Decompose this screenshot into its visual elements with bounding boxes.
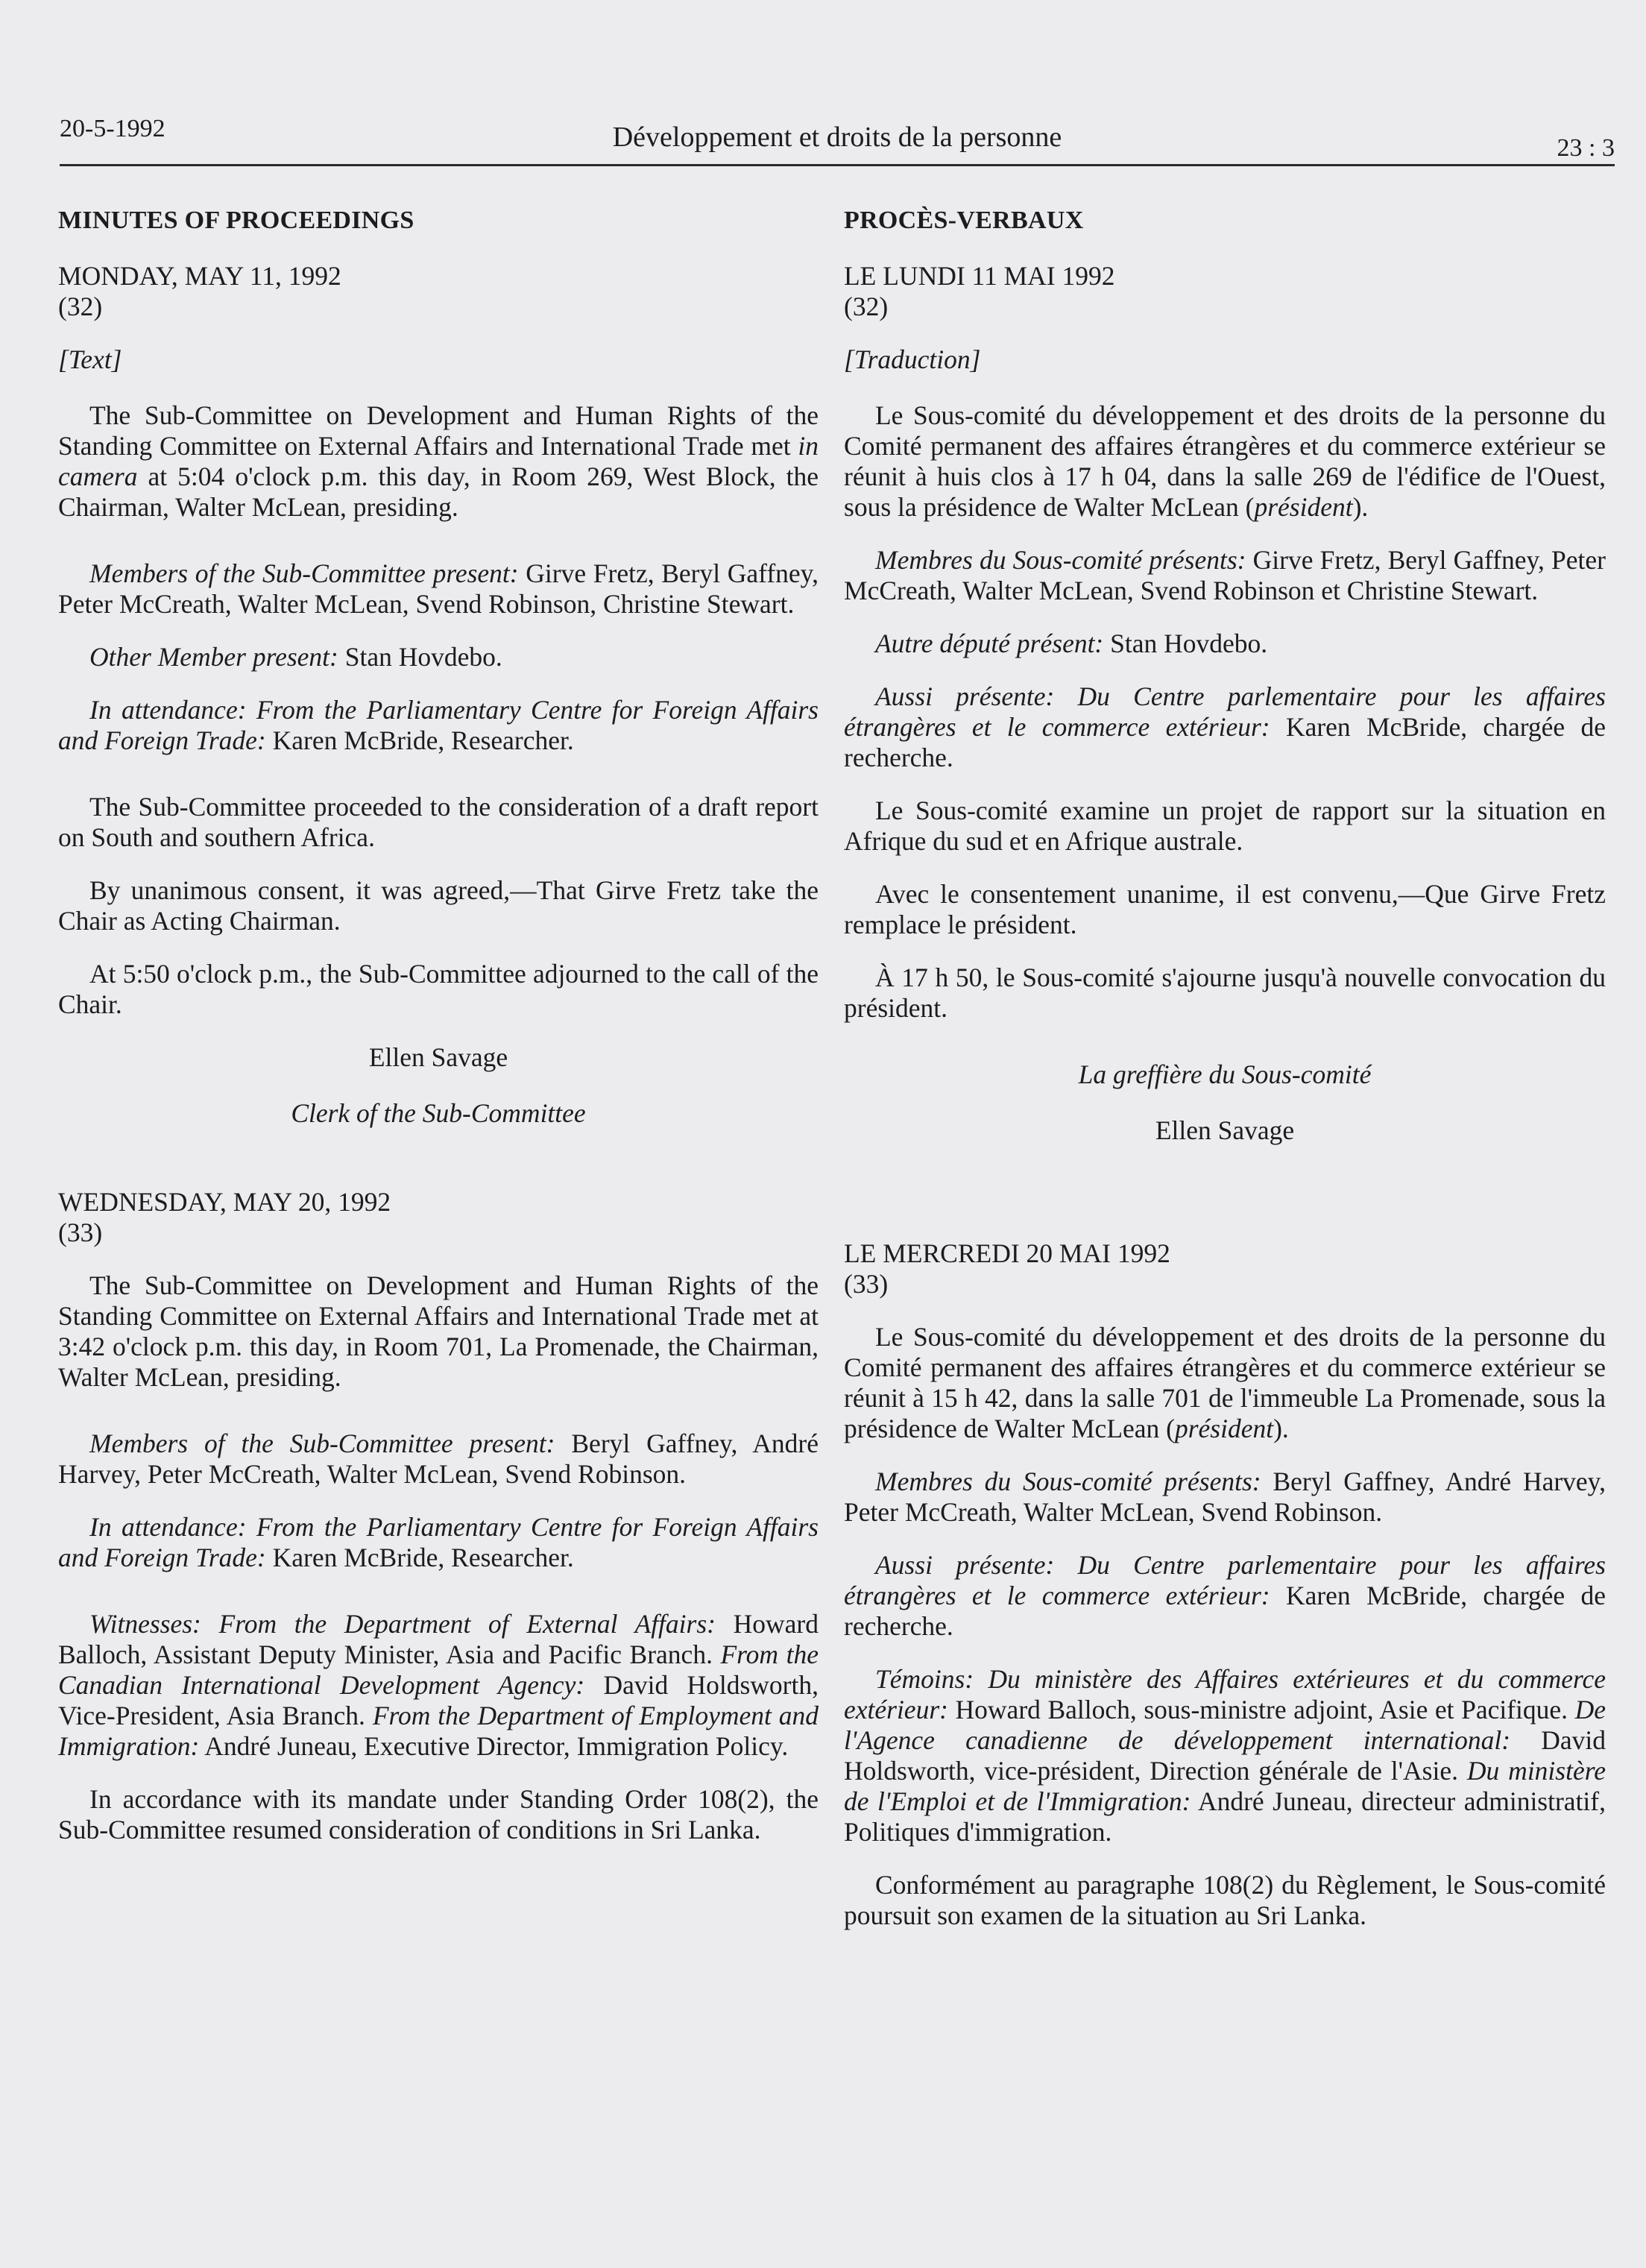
in-attendance: In attendance: From the Parliamentary Centre for Foreign Affairs and Foreign Trade: Karen McBride, Researcher. [58, 1512, 819, 1572]
in-attendance: Aussi présente: Du Centre parlementaire pour les affaires étrangères et le commerce extérieur: Karen McBride, chargée de recherche. [844, 1550, 1606, 1641]
meeting-date: LE LUNDI 11 MAI 1992 [844, 261, 1115, 291]
header-date: 20-5-1992 [60, 115, 165, 142]
opening-paragraph: Le Sous-comité du développement et des droits de la personne du Comité permanent des affaires étrangères et du commerce extérieur se réunit à 15 h 42, dans la salle 701 de l'immeuble La Promenade, sous la présidence de Walter McLean (président). [844, 1322, 1606, 1443]
meeting-number: (33) [844, 1269, 889, 1299]
clerk-signature: Ellen Savage [1155, 1115, 1295, 1145]
in-attendance: Aussi présente: Du Centre parlementaire pour les affaires étrangères et le commerce extérieur: Karen McBride, chargée de recherche. [844, 681, 1606, 772]
running-header [60, 110, 1615, 166]
running-title: Développement et droits de la personne [612, 122, 1062, 153]
mandate-paragraph: Conformément au paragraphe 108(2) du Règlement, le Sous-comité poursuit son examen de la situation au Sri Lanka. [844, 1870, 1606, 1930]
witnesses: Témoins: Du ministère des Affaires extérieures et du commerce extérieur: Howard Balloch, sous-ministre adjoint, Asie et Pacifique. De l'Agence canadienne de développement international: David Holdsworth, vice-président, Direction générale de l'Asie. Du ministère de l'Emploi et de l'Immigration: André Juneau, directeur administratif, Politiques d'immigration. [844, 1664, 1606, 1847]
proceedings-paragraph: Avec le consentement unanime, il est convenu,—Que Girve Fretz remplace le président. [844, 879, 1606, 939]
french-column [844, 205, 1606, 1953]
clerk-title: Clerk of the Sub-Committee [291, 1098, 586, 1128]
text-label: [Text] [58, 344, 122, 374]
opening-paragraph: The Sub-Committee on Development and Human Rights of the Standing Committee on External Affairs and International Trade met at 3:42 o'clock p.m. this day, in Room 701, La Promenade, the Chairman, Walter McLean, presiding. [58, 1270, 819, 1392]
other-member-present: Other Member present: Stan Hovdebo. [89, 642, 502, 672]
section-heading: MINUTES OF PROCEEDINGS [58, 207, 414, 234]
opening-paragraph: The Sub-Committee on Development and Human Rights of the Standing Committee on External Affairs and International Trade met in camera at 5:04 o'clock p.m. this day, in Room 269, West Block, the Chairman, Walter McLean, presiding. [58, 400, 819, 522]
adjournment-paragraph: À 17 h 50, le Sous-comité s'ajourne jusqu'à nouvelle convocation du président. [844, 963, 1606, 1023]
clerk-signature: Ellen Savage [368, 1042, 508, 1072]
opening-paragraph: Le Sous-comité du développement et des droits de la personne du Comité permanent des affaires étrangères et du commerce extérieur se réunit à huis clos à 17 h 04, dans la salle 269 de l'édifice de l'Ouest, sous la présidence de Walter McLean (président). [844, 400, 1606, 522]
meeting-number: (32) [844, 292, 889, 321]
clerk-title: La greffière du Sous-comité [1078, 1059, 1372, 1089]
meeting-number: (33) [58, 1218, 103, 1247]
members-present: Members of the Sub-Committee present: Beryl Gaffney, André Harvey, Peter McCreath, Walter McLean, Svend Robinson. [58, 1428, 819, 1489]
meeting-date: WEDNESDAY, MAY 20, 1992 [58, 1187, 391, 1217]
section-heading: PROCÈS-VERBAUX [844, 207, 1084, 234]
meeting-date: MONDAY, MAY 11, 1992 [58, 261, 341, 291]
proceedings-paragraph: By unanimous consent, it was agreed,—That Girve Fretz take the Chair as Acting Chairman. [58, 875, 819, 936]
page-number: 23 : 3 [1557, 134, 1615, 162]
proceedings-paragraph: The Sub-Committee proceeded to the consideration of a draft report on South and southern Africa. [58, 792, 819, 852]
other-member-present: Autre député présent: Stan Hovdebo. [875, 629, 1268, 658]
members-present: Membres du Sous-comité présents: Beryl Gaffney, André Harvey, Peter McCreath, Walter McLean, Svend Robinson. [844, 1467, 1606, 1527]
translation-label: [Traduction] [844, 344, 981, 374]
in-attendance: In attendance: From the Parliamentary Centre for Foreign Affairs and Foreign Trade: Karen McBride, Researcher. [58, 695, 819, 755]
meeting-number: (32) [58, 292, 103, 321]
english-column [58, 205, 819, 1868]
meeting-date: LE MERCREDI 20 MAI 1992 [844, 1238, 1170, 1268]
mandate-paragraph: In accordance with its mandate under Standing Order 108(2), the Sub-Committee resumed consideration of conditions in Sri Lanka. [58, 1784, 819, 1845]
members-present: Membres du Sous-comité présents: Girve Fretz, Beryl Gaffney, Peter McCreath, Walter McLean, Svend Robinson et Christine Stewart. [844, 545, 1606, 605]
adjournment-paragraph: At 5:50 o'clock p.m., the Sub-Committee adjourned to the call of the Chair. [58, 959, 819, 1019]
proceedings-paragraph: Le Sous-comité examine un projet de rapport sur la situation en Afrique du sud et en Afrique australe. [844, 796, 1606, 856]
witnesses: Witnesses: From the Department of External Affairs: Howard Balloch, Assistant Deputy Minister, Asia and Pacific Branch. From the Canadian International Development Agency: David Holdsworth, Vice-President, Asia Branch. From the Department of Employment and Immigration: André Juneau, Executive Director, Immigration Policy. [58, 1609, 819, 1761]
members-present: Members of the Sub-Committee present: Girve Fretz, Beryl Gaffney, Peter McCreath, Walter McLean, Svend Robinson, Christine Stewart. [58, 558, 819, 619]
